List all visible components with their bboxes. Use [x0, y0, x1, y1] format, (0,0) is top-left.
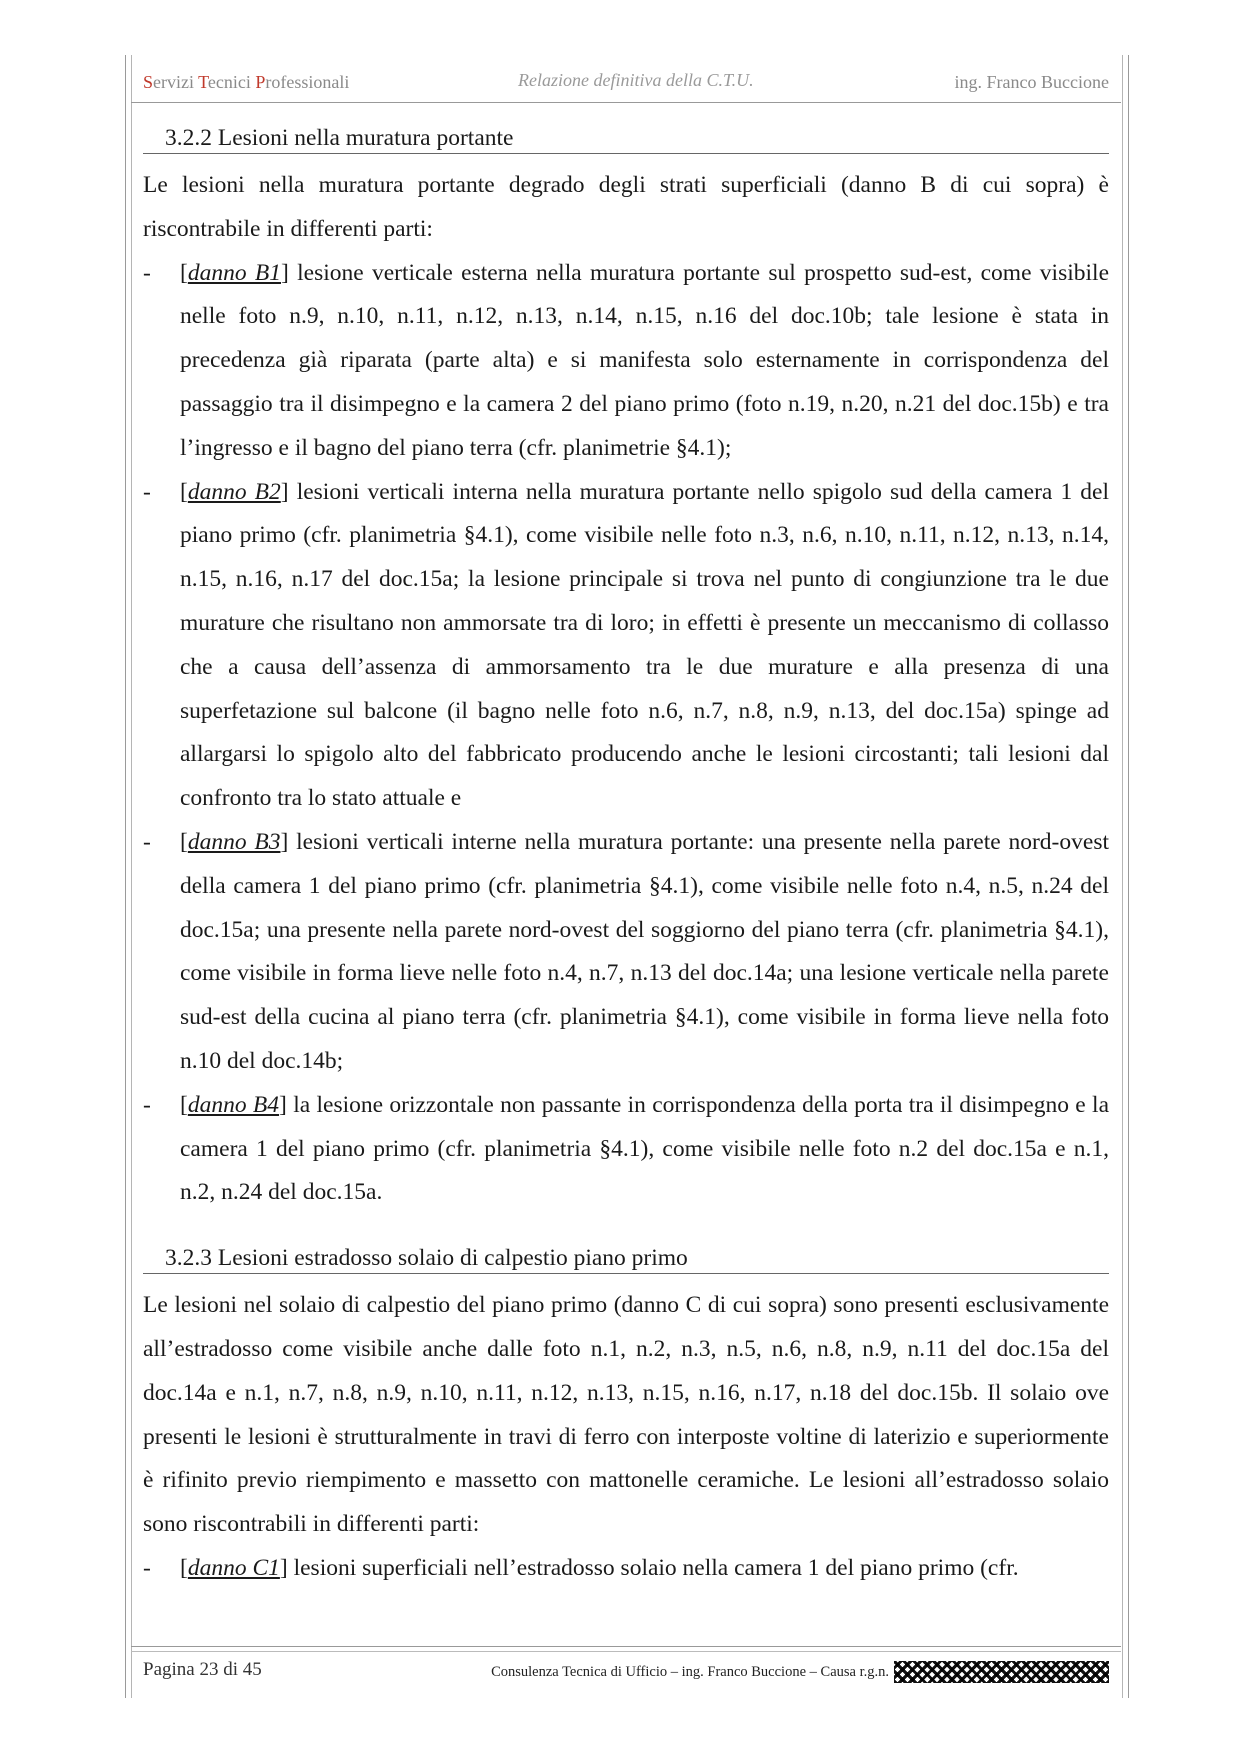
- list-item-danno-b1: - [danno B1] lesione verticale esterna nella muratura portante sul prospetto sud-est, come visibile nelle foto n.9, n.10, n.11, n.12, n.13, n.14, n.15, n.16 del doc.10b; tale lesione è stata in precedenza già riparata (parte alta) e si manifesta solo esternamente in corrispondenza del passaggio tra il disimpegno e la camera 2 del piano primo (foto n.19, n.20, n.21 del doc.15b) e tra l’ingresso e il bagno del piano terra (cfr. planimetrie §4.1);: [143, 252, 1109, 471]
- footer-rule: [131, 1646, 1121, 1647]
- list-dash: -: [143, 828, 151, 855]
- list-item-danno-b3: - [danno B3] lesioni verticali interne nella muratura portante: una presente nella parete nord-ovest della camera 1 del piano primo (cfr. planimetria §4.1), come visibile nelle foto n.4, n.5, n.24 del doc.15a; una presente nella parete nord-ovest del soggiorno del piano terra (cfr. planimetria §4.1), come visibile in forma lieve nelle foto n.4, n.7, n.13 del doc.14a; una lesione verticale nella parete sud-est della cucina al piano terra (cfr. planimetria §4.1), come visibile in forma lieve nella foto n.10 del doc.14b;: [143, 821, 1109, 1084]
- section-spacer: [143, 1215, 1109, 1243]
- header-company: Servizi Tecnici Professionali: [143, 72, 350, 92]
- list-dash: -: [143, 259, 151, 286]
- damage-tag: danno B2: [187, 478, 281, 505]
- page-header: [143, 68, 1109, 98]
- section-heading-3-2-2: 3.2.2 Lesioni nella muratura portante: [143, 123, 1109, 154]
- list-item-text: lesione verticale esterna nella muratura portante sul prospetto sud-est, come visibile nelle foto n.9, n.10, n.11, n.12, n.13, n.14, n.15, n.16 del doc.10b; tale lesione è stata in precedenza già riparata (parte alta) e si manifesta solo esternamente in corrispondenza del passaggio tra il disimpegno e la camera 2 del piano primo (foto n.19, n.20, n.21 del doc.15b) e tra l’ingresso e il bagno del piano terra (cfr. planimetrie §4.1);: [180, 259, 1109, 461]
- damage-tag: danno B3: [187, 828, 281, 855]
- damage-tag: danno C1: [187, 1554, 280, 1581]
- list-item-text: lesioni superficiali nell’estradosso solaio nella camera 1 del piano primo (cfr.: [287, 1554, 1019, 1581]
- header-document-title: Relazione definitiva della C.T.U.: [518, 70, 754, 90]
- section-3-2-3-intro: Le lesioni nel solaio di calpestio del piano primo (danno C di cui sopra) sono presenti esclusivamente all’estradosso come visibile anche dalle foto n.1, n.2, n.3, n.5, n.6, n.8, n.9, n.11 del doc.15a del doc.14a e n.1, n.7, n.8, n.9, n.10, n.11, n.12, n.13, n.15, n.16, n.17, n.18 del doc.15b. Il solaio ove presenti le lesioni è strutturalmente in travi di ferro con interposte voltine di laterizio e superiormente è rifinito previo riempimento e massetto con mattonelle ceramiche. Le lesioni all’estradosso solaio sono riscontrabili in differenti parti:: [143, 1292, 1109, 1538]
- damage-tag: danno B4: [187, 1091, 280, 1118]
- list-item-text: lesioni verticali interne nella muratura portante: una presente nella parete nord-ovest della camera 1 del piano primo (cfr. planimetria §4.1), come visibile nelle foto n.4, n.5, n.24 del doc.15a; una presente nella parete nord-ovest del soggiorno del piano terra (cfr. planimetria §4.1), come visibile in forma lieve nelle foto n.4, n.7, n.13 del doc.14a; una lesione verticale nella parete sud-est della cucina al piano terra (cfr. planimetria §4.1), come visibile in forma lieve nella foto n.10 del doc.14b;: [180, 828, 1109, 1074]
- list-dash: -: [143, 478, 151, 505]
- list-item-danno-c1: - [danno C1] lesioni superficiali nell’estradosso solaio nella camera 1 del piano primo (cfr.: [143, 1547, 1109, 1591]
- page-footer: [143, 1657, 1109, 1687]
- section-heading-3-2-3: 3.2.3 Lesioni estradosso solaio di calpestio piano primo: [143, 1243, 1109, 1274]
- list-item-text: lesioni verticali interna nella muratura portante nello spigolo sud della camera 1 del piano primo (cfr. planimetria §4.1), come visibile nelle foto n.3, n.6, n.10, n.11, n.12, n.13, n.14, n.15, n.16, n.17 del doc.15a; la lesione principale si trova nel punto di congiunzione tra le due murature che risultano non ammorsate tra di loro; in effetti è presente un meccanismo di collasso che a causa dell’assenza di ammorsamento tra le due murature e alla presenza di una superfetazione sul balcone (il bagno nelle foto n.6, n.7, n.8, n.9, n.13, del doc.15a) spinge ad allargarsi lo spigolo alto del fabbricato producendo anche le lesioni circostanti; tali lesioni dal confronto tra lo stato attuale e: [180, 478, 1109, 812]
- page-number: Pagina 23 di 45: [143, 1659, 262, 1680]
- list-item-danno-b4: - [danno B4] la lesione orizzontale non passante in corrispondenza della porta tra il disimpegno e la camera 1 del piano primo (cfr. planimetria §4.1), come visibile nelle foto n.2 del doc.15a e n.1, n.2, n.24 del doc.15a.: [143, 1084, 1109, 1215]
- redacted-case-number: [894, 1661, 1109, 1683]
- list-dash: -: [143, 1554, 151, 1581]
- section-3-2-2-intro: Le lesioni nella muratura portante degrado degli strati superficiali (danno B di cui sopra) è riscontrabile in differenti parti:: [143, 172, 1109, 242]
- header-author: ing. Franco Buccione: [954, 72, 1109, 92]
- footer-rule-secondary: [131, 1651, 1121, 1652]
- footer-case-reference: Consulenza Tecnica di Ufficio – ing. Franco Buccione – Causa r.g.n.: [491, 1664, 889, 1680]
- damage-tag: danno B1: [187, 259, 281, 286]
- header-rule: [131, 102, 1121, 103]
- list-item-text: la lesione orizzontale non passante in corrispondenza della porta tra il disimpegno e la camera 1 del piano primo (cfr. planimetria §4.1), come visibile nelle foto n.2 del doc.15a e n.1, n.2, n.24 del doc.15a.: [180, 1091, 1110, 1206]
- page-body: [143, 123, 1109, 1591]
- list-item-danno-b2: - [danno B2] lesioni verticali interna nella muratura portante nello spigolo sud della camera 1 del piano primo (cfr. planimetria §4.1), come visibile nelle foto n.3, n.6, n.10, n.11, n.12, n.13, n.14, n.15, n.16, n.17 del doc.15a; la lesione principale si trova nel punto di congiunzione tra le due murature che risultano non ammorsate tra di loro; in effetti è presente un meccanismo di collasso che a causa dell’assenza di ammorsamento tra le due murature e alla presenza di una superfetazione sul balcone (il bagno nelle foto n.6, n.7, n.8, n.9, n.13, del doc.15a) spinge ad allargarsi lo spigolo alto del fabbricato producendo anche le lesioni circostanti; tali lesioni dal confronto tra lo stato attuale e: [143, 471, 1109, 821]
- list-dash: -: [143, 1091, 151, 1118]
